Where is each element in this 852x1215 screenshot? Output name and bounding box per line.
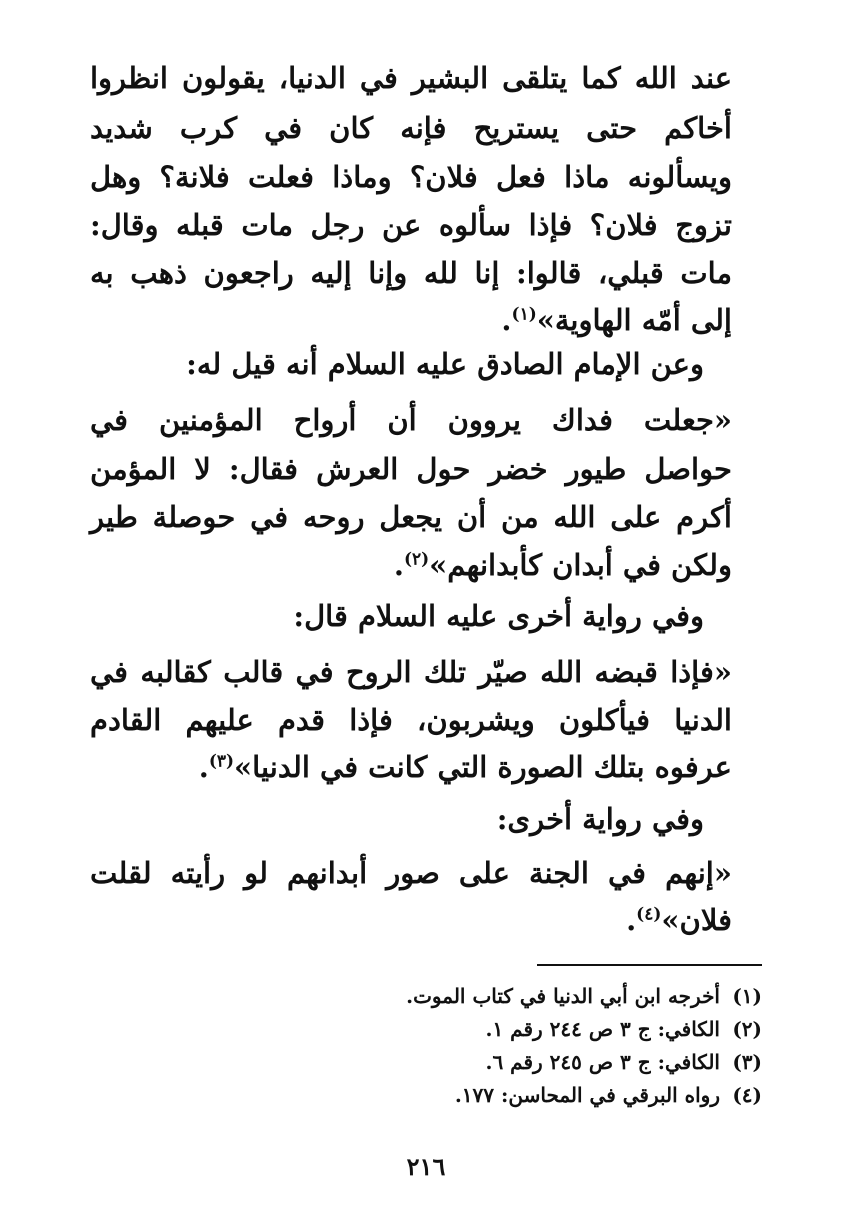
text-line-last: عرفوه بتلك الصورة التي كانت في الدنيا»$^{(٣)}$. xyxy=(198,750,732,784)
text-line: الدنيا فيأكلون ويشربون، فإذا قدم عليهم القادم xyxy=(90,703,732,737)
footnote-ref: (٤) xyxy=(636,904,662,925)
footnote-number: (٣) xyxy=(732,1050,762,1074)
text-line-last: إلى أمّه الهاوية»$^{(١)}$. xyxy=(501,303,732,337)
text-line: ويسألونه ماذا فعل فلان؟ وماذا فعلت فلانة؟ وهل xyxy=(90,160,732,194)
text-line: تزوج فلان؟ فإذا سألوه عن رجل مات قبله وقال: xyxy=(90,208,732,242)
footnote-text: الكافي: ج ٣ ص ٢٤٥ رقم ٦. xyxy=(485,1050,720,1074)
quote-text: إلى أمّه الهاوية» xyxy=(536,303,732,337)
footnote xyxy=(406,982,762,1010)
text-line-last: ولكن في أبدان كأبدانهم»$^{(٢)}$. xyxy=(393,548,732,582)
footnote-number: (٤) xyxy=(732,1083,762,1107)
quote-text: عرفوه بتلك الصورة التي كانت في الدنيا» xyxy=(234,750,732,784)
footnote-text: رواه البرقي في المحاسن: ١٧٧. xyxy=(454,1083,720,1107)
footnote-ref: (٢) xyxy=(403,549,430,570)
narration-intro: وفي رواية أخرى عليه السلام قال: xyxy=(293,599,704,633)
narration-intro: وعن الإمام الصادق عليه السلام أنه قيل له: xyxy=(186,347,704,381)
footnote-text: أخرجه ابن أبي الدنيا في كتاب الموت. xyxy=(406,984,720,1008)
footnote-number: (١) xyxy=(732,984,762,1008)
text-line: «إنهم في الجنة على صور أبدانهم لو رأيته لقلت xyxy=(90,856,732,890)
footnote-ref: (١) xyxy=(511,304,537,325)
footnote-number: (٢) xyxy=(732,1017,762,1041)
text-line: أكرم على الله من أن يجعل روحه في حوصلة طير xyxy=(90,500,732,534)
text-line: أخاكم حتى يستريح فإنه كان في كرب شديد xyxy=(90,111,732,145)
footnote-text: الكافي: ج ٣ ص ٢٤٤ رقم ١. xyxy=(485,1017,720,1041)
footnote xyxy=(485,1015,762,1043)
text-line: حواصل طيور خضر حول العرش فقال: لا المؤمن xyxy=(90,452,732,486)
text-line-last: فلان»$^{(٤)}$. xyxy=(626,903,732,937)
text-line: «فإذا قبضه الله صيّر تلك الروح في قالب كقالبه في xyxy=(90,655,732,689)
text-line: عند الله كما يتلقى البشير في الدنيا، يقولون انظروا xyxy=(90,61,732,95)
footnote-separator xyxy=(537,964,762,966)
quote-text: ولكن في أبدان كأبدانهم» xyxy=(429,548,732,582)
quote-text: فلان» xyxy=(661,903,732,937)
page-number: ٢١٦ xyxy=(406,1152,446,1181)
text-line: مات قبلي، قالوا: إنا لله وإنا إليه راجعون ذهب به xyxy=(90,256,732,290)
footnote xyxy=(455,1081,762,1109)
text-line: «جعلت فداك يروون أن أرواح المؤمنين في xyxy=(90,403,732,437)
footnote xyxy=(485,1048,762,1076)
footnote-ref: (٣) xyxy=(208,751,235,772)
narration-intro: وفي رواية أخرى: xyxy=(496,802,704,836)
